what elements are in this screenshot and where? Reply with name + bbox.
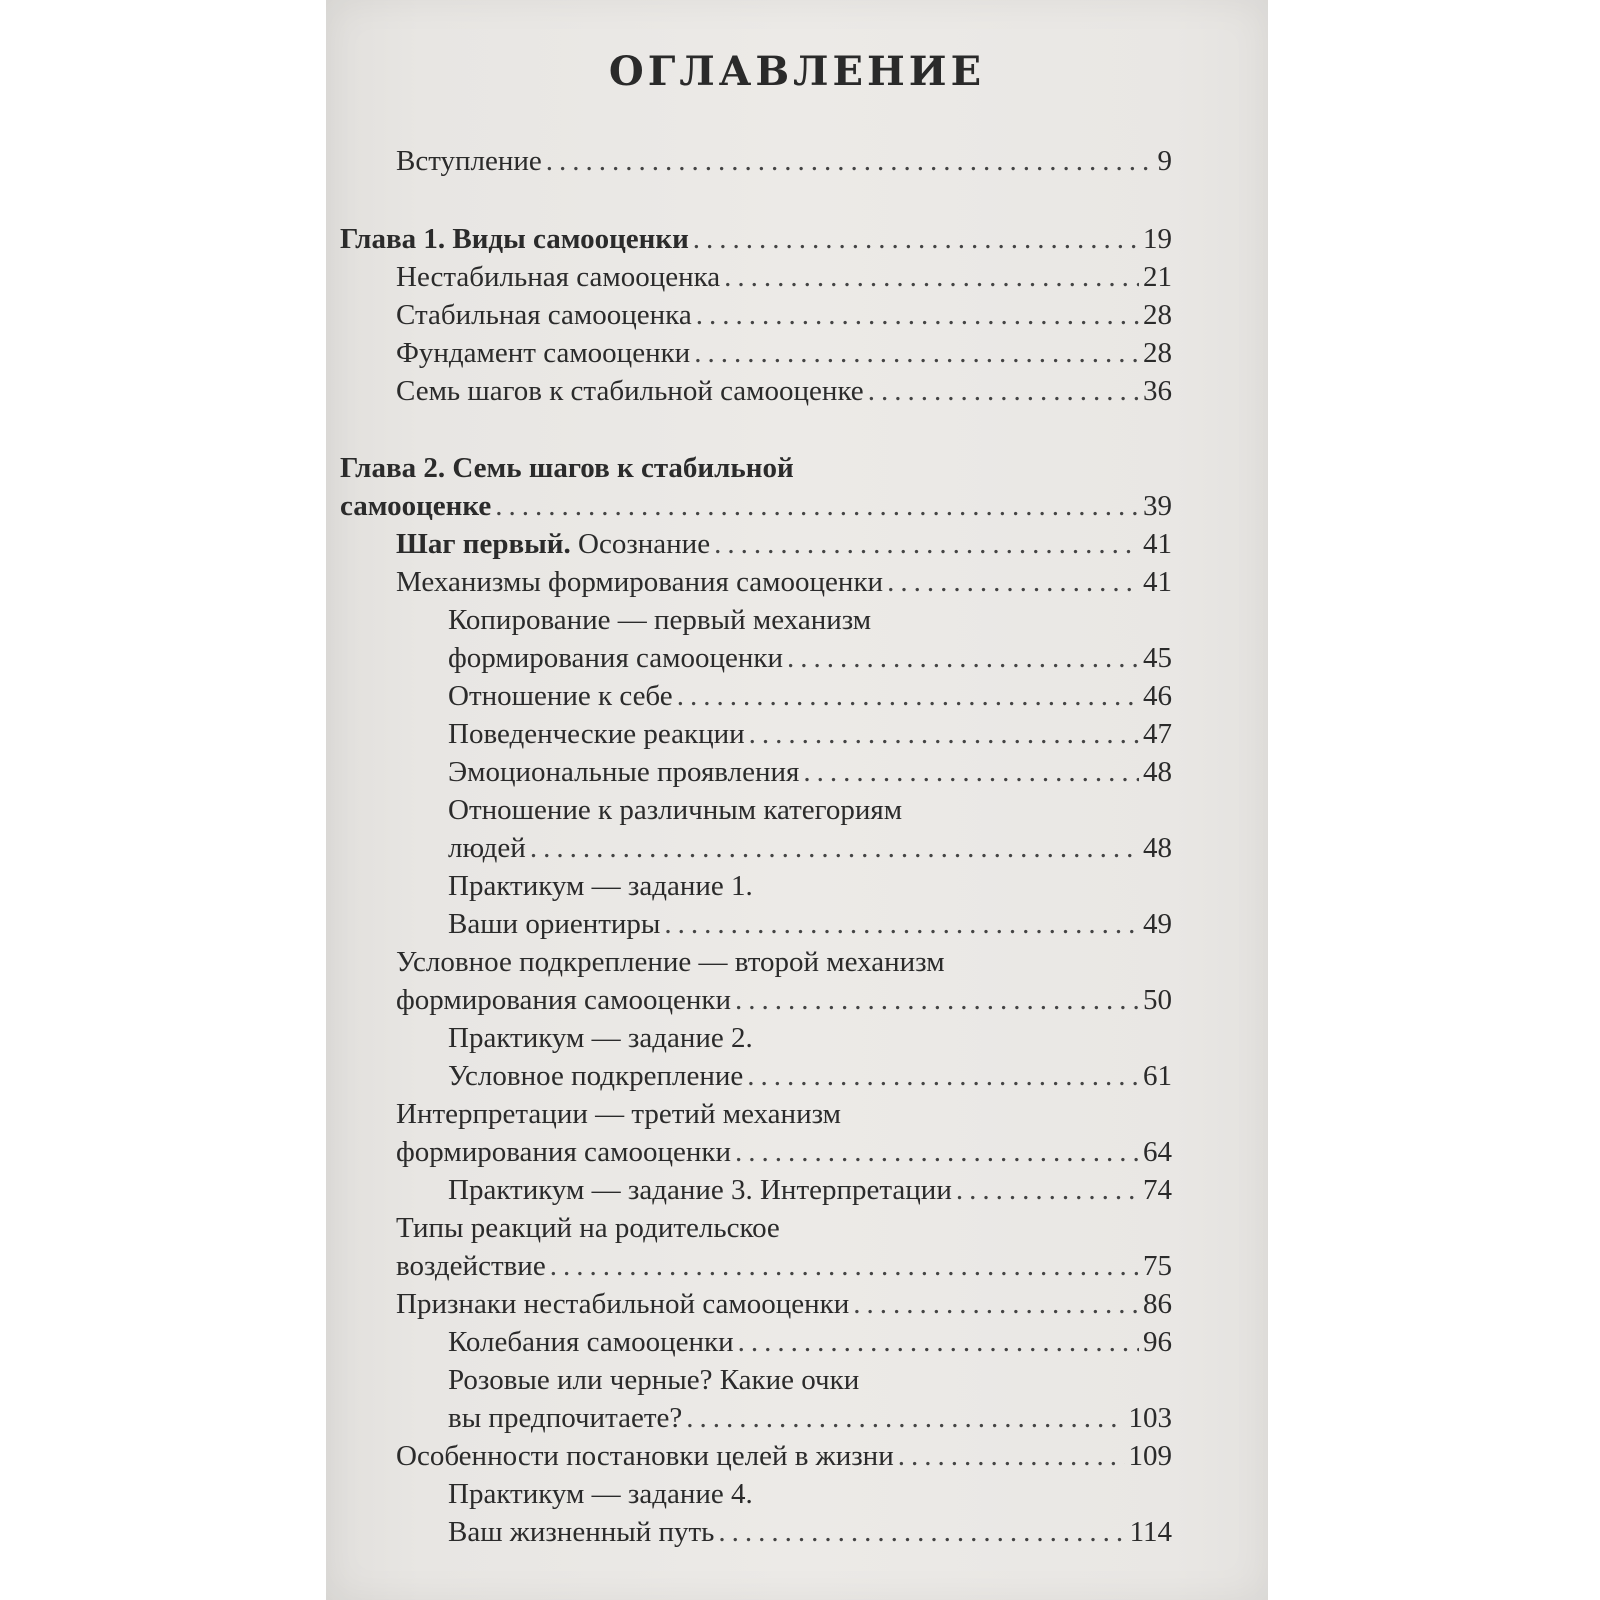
toc-entry-text (448, 1323, 734, 1361)
toc-entry-text (396, 1285, 849, 1323)
toc-entry-text (396, 142, 542, 180)
toc-entry-title: Эмоциональные проявления (448, 756, 800, 788)
toc-entry-copy-l2 (448, 639, 1172, 677)
toc-entry-title: Отношение к различным категориям (448, 794, 903, 826)
toc-entry-stable (396, 296, 1172, 334)
toc-entry-title: Семь шагов к стабильной самооценке (396, 375, 864, 407)
toc-page-number: 39 (1143, 490, 1172, 522)
toc-entry-text (396, 943, 945, 981)
dot-leader (956, 1171, 1139, 1209)
toc-entry-task1-l2 (448, 905, 1172, 943)
toc-entry-title: Интерпретации — третий механизм (396, 1098, 841, 1130)
toc-page-number: 41 (1143, 566, 1172, 598)
toc-entry-title: Осознание (570, 528, 711, 560)
toc-entry-text (396, 372, 864, 410)
toc-entry-title: Копирование — первый механизм (448, 604, 872, 636)
toc-entry-title: Практикум — задание 1. (448, 870, 753, 902)
toc-page-number: 48 (1143, 832, 1172, 864)
toc-entry-title: Фундамент самооценки (396, 337, 691, 369)
dot-leader (868, 372, 1139, 410)
toc-page-number: 74 (1143, 1174, 1172, 1206)
toc-entry-self-attitude (448, 677, 1172, 715)
toc-entry-title: воздействие (396, 1250, 546, 1282)
toc-entry-title: Условное подкрепление (448, 1060, 744, 1092)
toc-page-number: 28 (1143, 337, 1172, 369)
toc-page-number: 9 (1157, 145, 1172, 177)
dot-leader (898, 1437, 1125, 1475)
toc-entry-title: Отношение к себе (448, 680, 673, 712)
dot-leader (693, 220, 1139, 258)
toc-entry-text (340, 220, 689, 258)
toc-entry-mechanisms (396, 563, 1172, 601)
toc-entry-title: Признаки нестабильной самооценки (396, 1288, 850, 1320)
toc-entry-text (396, 525, 710, 563)
toc-entry-interpret-l2 (396, 1133, 1172, 1171)
toc-entry-title: формирования самооценки (396, 984, 732, 1016)
toc-entry-text (448, 905, 660, 943)
toc-entry-text (396, 563, 883, 601)
toc-entry-title: вы предпочитаете? (448, 1402, 683, 1434)
toc-page-number: 96 (1143, 1326, 1172, 1358)
dot-leader (677, 677, 1139, 715)
toc-entry-conditional-l1 (396, 943, 1172, 981)
book-page (326, 0, 1268, 1600)
toc-entry-text (396, 296, 692, 334)
toc-entry-text (396, 1437, 894, 1475)
toc-page-number: 61 (1143, 1060, 1172, 1092)
toc-page-number: 19 (1143, 223, 1172, 255)
toc-page-number: 86 (1143, 1288, 1172, 1320)
toc-entry-text (396, 334, 690, 372)
toc-page-number: 49 (1143, 908, 1172, 940)
toc-entry-title: Условное подкрепление — второй механизм (396, 946, 945, 978)
dot-leader (696, 296, 1139, 334)
toc-entry-task3 (448, 1171, 1172, 1209)
toc-entry-title: Глава 1. Виды самооценки (340, 223, 689, 255)
toc-page-number: 64 (1143, 1136, 1172, 1168)
dot-leader (803, 753, 1139, 791)
dot-leader (724, 258, 1139, 296)
toc-entry-text (448, 1019, 753, 1057)
toc-entry-text (448, 639, 783, 677)
toc-entry-unstable (396, 258, 1172, 296)
toc-entry-title: Ваш жизненный путь (448, 1516, 715, 1548)
toc-entry-text (448, 1057, 743, 1095)
toc-title: ОГЛАВЛЕНИЕ (608, 48, 986, 95)
toc-entry-foundation (396, 334, 1172, 372)
dot-leader (550, 1247, 1139, 1285)
toc-page-number: 21 (1143, 261, 1172, 293)
toc-entry-conditional-l2 (396, 981, 1172, 1019)
toc-page-number: 47 (1143, 718, 1172, 750)
toc-entry-title: Вступление (396, 145, 542, 177)
toc-entry-text (340, 487, 491, 525)
toc-entry-seven-steps (396, 372, 1172, 410)
toc-entry-text (396, 981, 731, 1019)
dot-leader (738, 1323, 1139, 1361)
toc-entry-fluctuations (448, 1323, 1172, 1361)
dot-leader (686, 1399, 1124, 1437)
dot-leader (718, 1513, 1125, 1551)
toc-entry-text (448, 601, 871, 639)
toc-entry-glasses-l2 (448, 1399, 1172, 1437)
toc-entry-task2-l2 (448, 1057, 1172, 1095)
toc-entry-text (448, 1513, 714, 1551)
toc-entry-goals (396, 1437, 1172, 1475)
toc-entry-text (448, 829, 526, 867)
toc-entry-signs (396, 1285, 1172, 1323)
toc-entry-title: Практикум — задание 4. (448, 1478, 753, 1510)
toc-entry-text (448, 1361, 859, 1399)
toc-entry-title: Колебания самооценки (448, 1326, 734, 1358)
toc-entry-title: Особенности постановки целей в жизни (396, 1440, 894, 1472)
toc-entry-reactions-l1 (396, 1209, 1172, 1247)
toc-entry-emotions (448, 753, 1172, 791)
toc-page-number: 109 (1128, 1440, 1172, 1472)
toc-entry-text (340, 449, 794, 487)
toc-entry-interpret-l1 (396, 1095, 1172, 1133)
toc-entry-text (396, 1133, 731, 1171)
toc-page-number: 103 (1128, 1402, 1172, 1434)
toc-entry-text (448, 1399, 682, 1437)
toc-entry-title: формирования самооценки (448, 642, 784, 674)
toc-entry-title: Поведенческие реакции (448, 718, 745, 750)
toc-entry-task1-l1 (448, 867, 1172, 905)
toc-entry-title: Практикум — задание 2. (448, 1022, 753, 1054)
toc-entry-ch2-l1 (340, 449, 1172, 487)
toc-entry-text (396, 1095, 841, 1133)
dot-leader (714, 525, 1139, 563)
toc-page-number: 75 (1143, 1250, 1172, 1282)
toc-page-number: 114 (1129, 1516, 1172, 1548)
toc-entry-task4-l1 (448, 1475, 1172, 1513)
toc-entry-text (448, 867, 753, 905)
toc-entry-text (448, 715, 745, 753)
toc-entry-text (396, 1209, 780, 1247)
toc-entry-step1 (396, 525, 1172, 563)
toc-entry-title: Типы реакций на родительское (396, 1212, 780, 1244)
toc-entry-title: Розовые или черные? Какие очки (448, 1364, 860, 1396)
toc-page-number: 36 (1143, 375, 1172, 407)
dot-leader (887, 563, 1139, 601)
toc-entry-ch2-l2 (340, 487, 1172, 525)
toc-entry-task4-l2 (448, 1513, 1172, 1551)
toc-page-number: 46 (1143, 680, 1172, 712)
toc-entry-behavior (448, 715, 1172, 753)
toc-page-number: 48 (1143, 756, 1172, 788)
toc-entry-text (448, 753, 799, 791)
dot-leader (853, 1285, 1139, 1323)
toc-entry-task2-l1 (448, 1019, 1172, 1057)
toc-entry-title: самооценке (340, 490, 492, 522)
toc-page-number: 41 (1143, 528, 1172, 560)
dot-leader (694, 334, 1139, 372)
toc-entry-title: людей (448, 832, 526, 864)
toc-entry-categories-l1 (448, 791, 1172, 829)
dot-leader (735, 981, 1139, 1019)
toc-entry-text (448, 791, 902, 829)
toc-page-number: 28 (1143, 299, 1172, 331)
toc-entry-title: Стабильная самооценка (396, 299, 692, 331)
toc-entry-title: Механизмы формирования самооценки (396, 566, 884, 598)
dot-leader (735, 1133, 1139, 1171)
toc-entry-title: Нестабильная самооценка (396, 261, 721, 293)
toc-entry-glasses-l1 (448, 1361, 1172, 1399)
dot-leader (749, 715, 1139, 753)
toc-entry-text (448, 677, 673, 715)
toc-entry-copy-l1 (448, 601, 1172, 639)
toc-entry-title: формирования самооценки (396, 1136, 732, 1168)
toc-entry-text (396, 258, 720, 296)
toc-entry-categories-l2 (448, 829, 1172, 867)
dot-leader (747, 1057, 1139, 1095)
toc-page-number: 45 (1143, 642, 1172, 674)
toc-entry-text (448, 1475, 753, 1513)
toc-entry-ch1 (340, 220, 1172, 258)
toc-page-number: 50 (1143, 984, 1172, 1016)
toc-entry-title: Практикум — задание 3. Интерпретации (448, 1174, 952, 1206)
toc-entry-title: Ваши ориентиры (448, 908, 661, 940)
dot-leader (664, 905, 1139, 943)
toc-entry-bold-prefix: Шаг первый. (396, 528, 571, 560)
toc-entry-intro (396, 142, 1172, 180)
dot-leader (787, 639, 1139, 677)
toc-entry-text (448, 1171, 952, 1209)
dot-leader (546, 142, 1154, 180)
dot-leader (495, 487, 1139, 525)
toc-entry-text (396, 1247, 546, 1285)
toc-entry-reactions-l2 (396, 1247, 1172, 1285)
toc-entry-title: Глава 2. Семь шагов к стабильной (340, 452, 794, 484)
dot-leader (530, 829, 1139, 867)
